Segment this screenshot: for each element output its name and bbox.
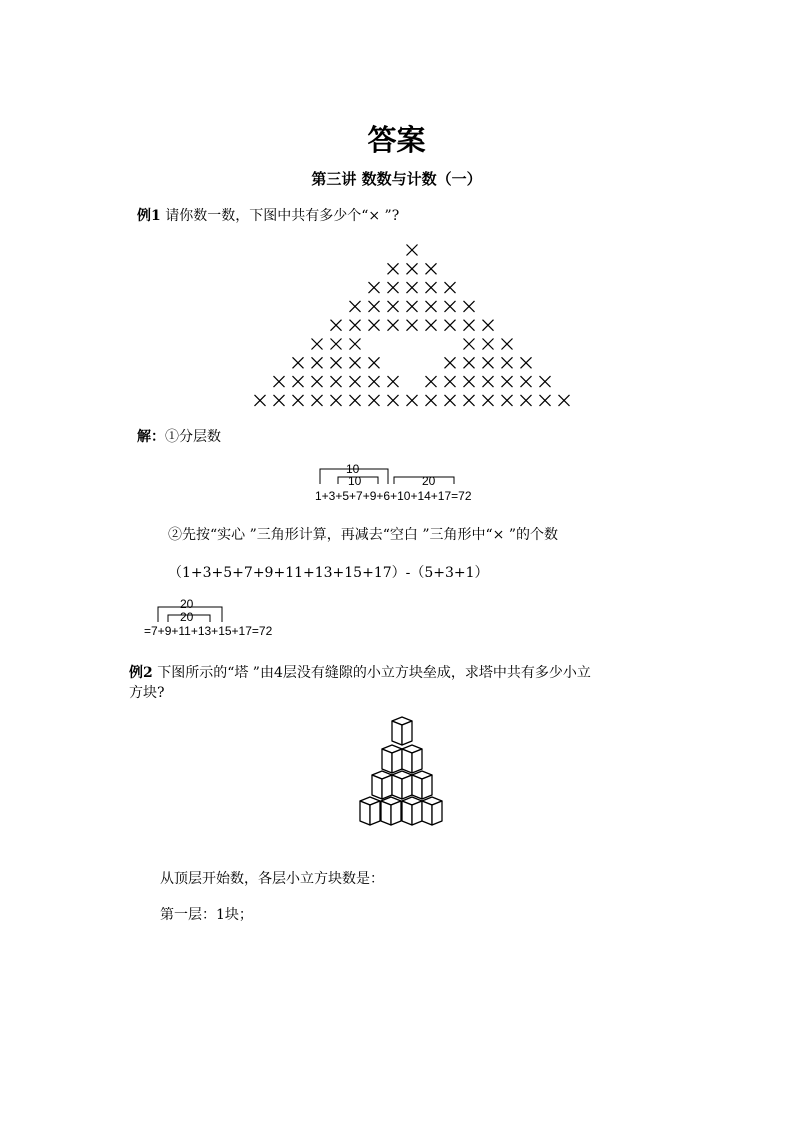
cross-mark — [388, 395, 399, 406]
cross-mark — [388, 263, 399, 274]
cube-face — [392, 721, 402, 745]
example2-label: 例2 — [129, 665, 153, 681]
cross-mark — [426, 301, 437, 312]
cross-mark — [350, 376, 361, 387]
cross-mark — [502, 395, 513, 406]
cross-mark — [521, 376, 532, 387]
cross-mark — [464, 376, 475, 387]
cross-mark — [407, 263, 418, 274]
cross-mark — [293, 357, 304, 368]
cross-mark — [540, 376, 551, 387]
cross-mark — [407, 320, 418, 331]
example2-question-line2: 方块? — [129, 685, 165, 701]
cross-mark — [350, 395, 361, 406]
cross-mark — [369, 282, 380, 293]
cross-mark — [293, 376, 304, 387]
cube-face — [392, 775, 402, 799]
cross-mark — [426, 263, 437, 274]
cross-mark — [483, 357, 494, 368]
cross-mark — [464, 339, 475, 350]
cube-face — [402, 721, 412, 745]
cross-mark — [445, 357, 456, 368]
cross-mark — [388, 320, 399, 331]
cross-mark — [521, 395, 532, 406]
cross-mark — [483, 376, 494, 387]
example2-question-line1 — [129, 662, 591, 682]
brace2-inner-label: 20 — [180, 610, 194, 624]
cross-mark — [388, 282, 399, 293]
cube-face — [381, 801, 391, 825]
solution-heading — [137, 426, 221, 446]
cube-tower-figure — [352, 715, 452, 847]
brace-inner-label: 10 — [348, 474, 362, 488]
cross-mark — [407, 282, 418, 293]
cross-mark — [502, 357, 513, 368]
cube-face — [412, 801, 422, 825]
cube-face — [382, 749, 392, 773]
cross-mark — [255, 395, 266, 406]
cube-face — [422, 801, 432, 825]
equation-3: =7+9+11+13+15+17=72 — [144, 624, 273, 638]
cross-mark — [445, 395, 456, 406]
cross-mark — [350, 320, 361, 331]
cross-mark — [293, 395, 304, 406]
cross-mark — [331, 376, 342, 387]
cross-mark — [350, 357, 361, 368]
cross-mark — [407, 395, 418, 406]
cross-mark — [369, 301, 380, 312]
cross-mark — [502, 376, 513, 387]
example1-label: 例1 — [137, 208, 161, 224]
brace-outer-label: 10 — [346, 462, 360, 476]
cross-mark — [274, 395, 285, 406]
cube-face — [412, 749, 422, 773]
cross-triangle-figure — [250, 240, 580, 410]
cross-mark — [331, 395, 342, 406]
cross-mark — [350, 339, 361, 350]
cross-mark — [350, 301, 361, 312]
cross-mark — [407, 245, 418, 256]
cross-mark — [483, 339, 494, 350]
cube-face — [360, 801, 370, 825]
brace-right-label: 20 — [422, 474, 436, 488]
cross-mark — [464, 395, 475, 406]
cube-face — [382, 775, 392, 799]
cross-mark — [331, 357, 342, 368]
cross-mark — [426, 395, 437, 406]
cross-mark — [464, 357, 475, 368]
cross-mark — [540, 395, 551, 406]
cross-mark — [521, 357, 532, 368]
cross-mark — [445, 282, 456, 293]
cross-mark — [369, 357, 380, 368]
cube-face — [370, 801, 380, 825]
cross-mark — [426, 376, 437, 387]
cross-mark — [388, 376, 399, 387]
cross-mark — [407, 301, 418, 312]
cross-mark — [502, 339, 513, 350]
cross-mark — [369, 320, 380, 331]
count-intro: 从顶层开始数，各层小立方块数是： — [160, 871, 384, 887]
cube-face — [432, 801, 442, 825]
cube-face — [372, 775, 382, 799]
cube-face — [412, 775, 422, 799]
cube-face — [422, 775, 432, 799]
cube-face — [402, 749, 412, 773]
cross-mark — [426, 320, 437, 331]
cross-mark — [274, 376, 285, 387]
cross-mark — [559, 395, 570, 406]
cross-mark — [388, 301, 399, 312]
eq3-braces — [144, 602, 254, 624]
cross-mark — [331, 339, 342, 350]
example2-text: 下图所示的“塔 ”由4层没有缝隙的小立方块垒成，求塔中共有多少小立 — [157, 665, 591, 681]
cross-mark — [369, 395, 380, 406]
cube-face — [391, 801, 401, 825]
cross-mark — [312, 357, 323, 368]
example1-question — [137, 205, 399, 225]
cross-mark — [464, 320, 475, 331]
cross-mark — [464, 301, 475, 312]
equation-1: 1+3+5+7+9+6+10+14+17=72 — [315, 489, 472, 503]
eq1-braces — [314, 464, 514, 486]
page-title: 答案 — [367, 123, 426, 157]
layer1-count: 第一层：1块； — [160, 907, 253, 923]
cube-face — [402, 801, 412, 825]
cross-mark — [445, 301, 456, 312]
cross-mark — [426, 282, 437, 293]
cross-mark — [483, 320, 494, 331]
cross-mark — [312, 376, 323, 387]
cross-mark — [369, 376, 380, 387]
cross-mark — [483, 395, 494, 406]
brace2-outer-label: 20 — [180, 597, 194, 611]
equation-2: （1+3+5+7+9+11+13+15+17）-（5+3+1） — [168, 565, 489, 581]
method1-text: ①分层数 — [165, 429, 221, 445]
cross-mark — [331, 320, 342, 331]
cube-face — [392, 749, 402, 773]
lecture-subtitle: 第三讲 数数与计数（一） — [311, 170, 482, 188]
example1-text: 请你数一数，下图中共有多少个“× ”? — [165, 208, 400, 224]
solution-label: 解： — [137, 429, 165, 445]
cube-face — [402, 775, 412, 799]
cross-mark — [312, 395, 323, 406]
cross-mark — [312, 339, 323, 350]
method2-text: ②先按“实心 ”三角形计算，再减去“空白 ”三角形中“× ”的个数 — [168, 527, 559, 543]
cross-mark — [445, 320, 456, 331]
cross-mark — [445, 376, 456, 387]
